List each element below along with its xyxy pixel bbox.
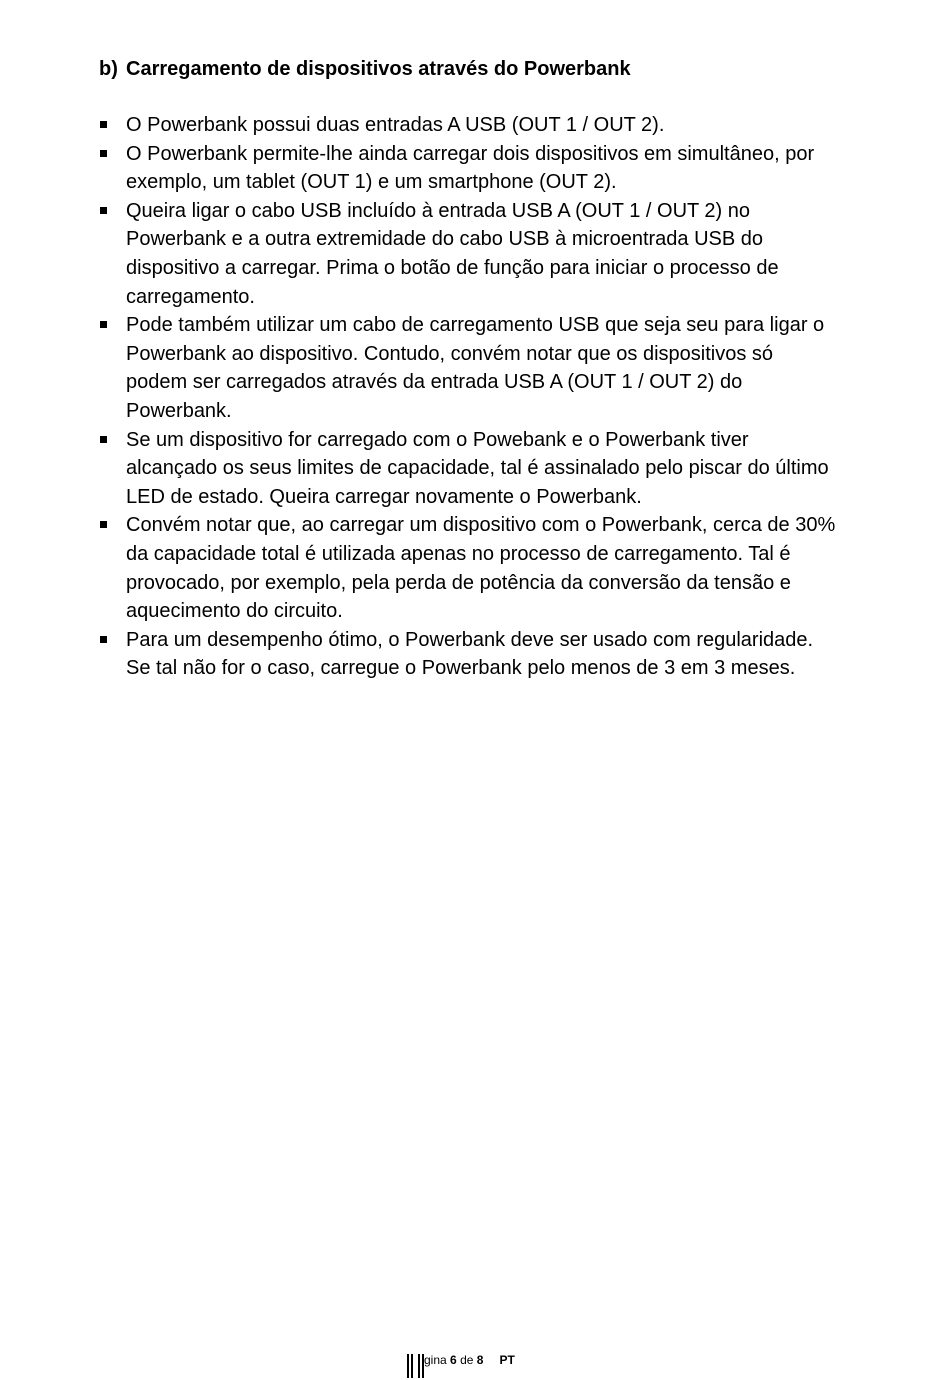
bullet-list [99, 111, 839, 683]
list-item-text: Convém notar que, ao carregar um dispositivo com o Powerbank, cerca de 30% da capacidade total é utilizada apenas no processo de carregamento. Tal é provocado, por exemplo, pela perda de potência da conversão da tensão e aquecimento do circuito. [126, 514, 836, 623]
page-of-word: de [460, 1353, 474, 1367]
list-item [99, 111, 839, 140]
square-bullet-icon [100, 521, 107, 528]
square-bullet-icon [100, 636, 107, 643]
square-bullet-icon [100, 150, 107, 157]
page-number: 6 [450, 1353, 457, 1367]
list-item [99, 197, 839, 311]
square-bullet-icon [100, 207, 107, 214]
square-bullet-icon [100, 121, 107, 128]
list-item [99, 626, 839, 683]
list-item-text: O Powerbank permite-lhe ainda carregar dois dispositivos em simultâneo, por exemplo, um tablet (OUT 1) e um smartphone (OUT 2). [126, 142, 815, 194]
page-footer [406, 1352, 515, 1380]
square-bullet-icon [100, 321, 107, 328]
language-code: PT [499, 1353, 515, 1367]
list-item [99, 140, 839, 197]
section-letter: b) [99, 58, 118, 80]
list-item-text: Para um desempenho ótimo, o Powerbank deve ser usado com regularidade. Se tal não for o caso, carregue o Powerbank pelo menos de 3 em 3 meses. [126, 628, 814, 680]
page-total: 8 [476, 1353, 484, 1367]
list-item [99, 511, 839, 625]
list-item-text: Se um dispositivo for carregado com o Powebank e o Powerbank tiver alcançado os seus limites de capacidade, tal é assinalado pelo piscar do último LED de estado. Queira carregar novamente o Powerbank. [126, 428, 829, 508]
list-item-text: Pode também utilizar um cabo de carregamento USB que seja seu para ligar o Powerbank ao dispositivo. Contudo, convém notar que os dispositivos só podem ser carregados através da entrada USB A (OUT 1 / OUT 2) do Powerbank. [126, 314, 825, 422]
list-item-text: Queira ligar o cabo USB incluído à entrada USB A (OUT 1 / OUT 2) no Powerbank e a outra extremidade do cabo USB à microentrada USB do dispositivo a carregar. Prima o botão de função para iniciar o processo de carregamento. [126, 199, 779, 308]
page-prefix: gina [424, 1353, 447, 1367]
list-item [99, 311, 839, 425]
list-item [99, 426, 839, 512]
square-bullet-icon [100, 436, 107, 443]
section-title: Carregamento de dispositivos através do Powerbank [126, 58, 631, 80]
barcode-icon [406, 1352, 426, 1378]
section-heading [99, 55, 631, 83]
list-item-text: O Powerbank possui duas entradas A USB (OUT 1 / OUT 2). [126, 114, 665, 136]
page-indicator [424, 1352, 483, 1368]
